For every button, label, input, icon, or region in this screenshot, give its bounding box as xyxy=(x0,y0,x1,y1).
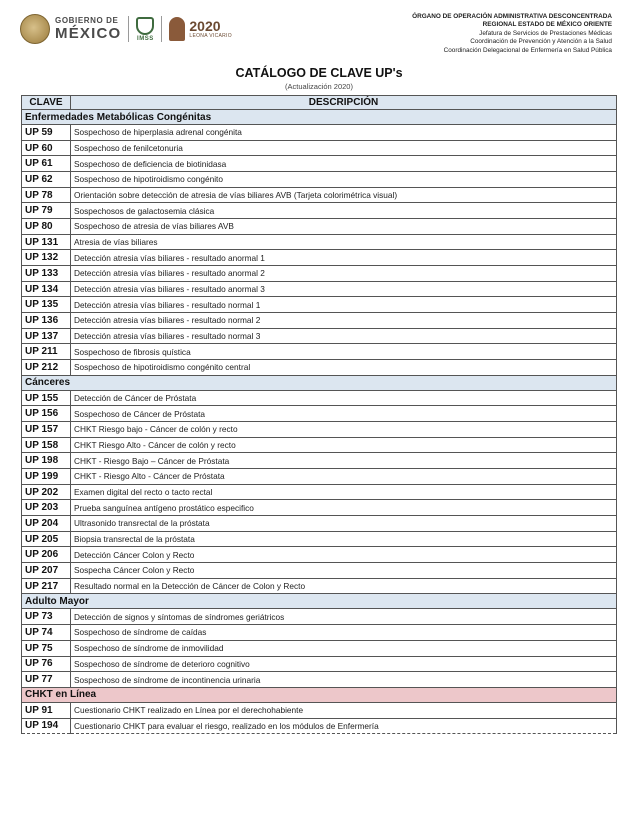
table-row xyxy=(22,172,617,188)
descripcion-cell: Detección atresia vías biliares - resultado anormal 3 xyxy=(71,281,617,297)
table-row xyxy=(22,266,617,282)
descripcion-cell: Sospechoso de hipotiroidismo congénito xyxy=(71,172,617,188)
logo-divider xyxy=(161,16,162,42)
year-label: 2020 xyxy=(189,18,221,34)
section-title: Cánceres xyxy=(22,375,617,390)
column-header-clave: CLAVE xyxy=(22,96,71,110)
clave-cell: UP 199 xyxy=(22,469,71,485)
table-row xyxy=(22,313,617,329)
descripcion-cell: Sospechosos de galactosemia clásica xyxy=(71,203,617,219)
table-row xyxy=(22,625,617,641)
table-row xyxy=(22,297,617,313)
clave-cell: UP 60 xyxy=(22,140,71,156)
clave-cell: UP 194 xyxy=(22,718,71,734)
descripcion-cell: Sospechoso de Cáncer de Próstata xyxy=(71,406,617,422)
gob-logo-line2: MÉXICO xyxy=(55,25,122,42)
clave-cell: UP 157 xyxy=(22,422,71,438)
clave-cell: UP 76 xyxy=(22,656,71,672)
clave-cell: UP 62 xyxy=(22,172,71,188)
table-row xyxy=(22,609,617,625)
descripcion-cell: Detección atresia vías biliares - resultado anormal 2 xyxy=(71,266,617,282)
table-row xyxy=(22,516,617,532)
clave-cell: UP 212 xyxy=(22,360,71,376)
descripcion-cell: Examen digital del recto o tacto rectal xyxy=(71,484,617,500)
descripcion-cell: Sospechoso de síndrome de deterioro cognitivo xyxy=(71,656,617,672)
imss-logo xyxy=(136,17,154,42)
clave-cell: UP 73 xyxy=(22,609,71,625)
section-title: CHKT en Línea xyxy=(22,687,617,702)
clave-cell: UP 155 xyxy=(22,390,71,406)
table-row xyxy=(22,469,617,485)
table-row xyxy=(22,578,617,594)
descripcion-cell: Sospechoso de síndrome de inmovilidad xyxy=(71,640,617,656)
descripcion-cell: Detección atresia vías biliares - resultado anormal 1 xyxy=(71,250,617,266)
section-title: Enfermedades Metabólicas Congénitas xyxy=(22,110,617,125)
table-row xyxy=(22,484,617,500)
table-row xyxy=(22,219,617,235)
organization-block xyxy=(412,13,612,55)
catalog-body xyxy=(22,110,617,734)
clave-cell: UP 205 xyxy=(22,531,71,547)
gobierno-de-mexico-logo xyxy=(55,17,121,41)
clave-cell: UP 207 xyxy=(22,563,71,579)
section-title: Adulto Mayor xyxy=(22,594,617,609)
descripcion-cell: CHKT - Riesgo Bajo – Cáncer de Próstata xyxy=(71,453,617,469)
clave-cell: UP 59 xyxy=(22,125,71,141)
catalog-table xyxy=(21,95,617,734)
org-line: ÓRGANO DE OPERACIÓN ADMINISTRATIVA DESCONCENTRADA xyxy=(412,13,612,20)
gob-logo-line1: GOBIERNO DE xyxy=(55,16,119,25)
descripcion-cell: Orientación sobre detección de atresia de vías biliares AVB (Tarjeta colorimétrica visual) xyxy=(71,187,617,203)
clave-cell: UP 158 xyxy=(22,437,71,453)
page-subtitle: (Actualización 2020) xyxy=(285,82,353,91)
descripcion-cell: Sospechoso de síndrome de caídas xyxy=(71,625,617,641)
descripcion-cell: Sospechoso de deficiencia de biotinidasa xyxy=(71,156,617,172)
table-row xyxy=(22,563,617,579)
clave-cell: UP 78 xyxy=(22,187,71,203)
table-row xyxy=(22,718,617,734)
descripcion-cell: Sospechoso de fibrosis quística xyxy=(71,344,617,360)
descripcion-cell: Biopsia transrectal de la próstata xyxy=(71,531,617,547)
clave-cell: UP 135 xyxy=(22,297,71,313)
section-header-row xyxy=(22,110,617,125)
table-row xyxy=(22,640,617,656)
clave-cell: UP 131 xyxy=(22,234,71,250)
logo-group xyxy=(20,14,232,44)
table-row xyxy=(22,547,617,563)
descripcion-cell: Detección atresia vías biliares - resultado normal 1 xyxy=(71,297,617,313)
org-line: Coordinación Delegacional de Enfermería en Salud Pública xyxy=(443,46,612,54)
logo-divider xyxy=(128,16,129,42)
descripcion-cell: Detección de signos y síntomas de síndromes geriátricos xyxy=(71,609,617,625)
table-row xyxy=(22,406,617,422)
org-line: Jefatura de Servicios de Prestaciones Médicas xyxy=(479,29,612,37)
table-row xyxy=(22,422,617,438)
descripcion-cell: Resultado normal en la Detección de Cáncer de Colon y Recto xyxy=(71,578,617,594)
table-row xyxy=(22,125,617,141)
clave-cell: UP 77 xyxy=(22,672,71,688)
descripcion-cell: Ultrasonido transrectal de la próstata xyxy=(71,516,617,532)
table-row xyxy=(22,203,617,219)
descripcion-cell: CHKT Riesgo Alto - Cáncer de colón y recto xyxy=(71,437,617,453)
descripcion-cell: CHKT - Riesgo Alto - Cáncer de Próstata xyxy=(71,469,617,485)
org-line: REGIONAL ESTADO DE MÉXICO ORIENTE xyxy=(482,21,612,29)
org-line: Coordinación de Prevención y Atención a la Salud xyxy=(470,38,612,46)
imss-emblem-icon xyxy=(136,17,154,35)
descripcion-cell: Cuestionario CHKT para evaluar el riesgo, realizado en los módulos de Enfermería xyxy=(71,718,617,734)
descripcion-cell: Sospecha Cáncer Colon y Recto xyxy=(71,563,617,579)
clave-cell: UP 206 xyxy=(22,547,71,563)
clave-cell: UP 137 xyxy=(22,328,71,344)
section-header-row xyxy=(22,687,617,702)
table-row xyxy=(22,140,617,156)
descripcion-cell: Sospechoso de síndrome de incontinencia urinaria xyxy=(71,672,617,688)
descripcion-cell: Sospechoso de hiperplasia adrenal congénita xyxy=(71,125,617,141)
clave-cell: UP 204 xyxy=(22,516,71,532)
table-row xyxy=(22,187,617,203)
clave-cell: UP 74 xyxy=(22,625,71,641)
descripcion-cell: Detección Cáncer Colon y Recto xyxy=(71,547,617,563)
column-header-descripcion: DESCRIPCIÓN xyxy=(71,96,617,110)
clave-cell: UP 202 xyxy=(22,484,71,500)
clave-cell: UP 203 xyxy=(22,500,71,516)
table-header-row xyxy=(22,96,617,110)
table-row xyxy=(22,672,617,688)
table-row xyxy=(22,531,617,547)
table-row xyxy=(22,656,617,672)
descripcion-cell: Detección atresia vías biliares - resultado normal 2 xyxy=(71,313,617,329)
year-subtitle: LEONA VICARIO xyxy=(189,33,232,39)
table-row xyxy=(22,360,617,376)
clave-cell: UP 61 xyxy=(22,156,71,172)
table-row xyxy=(22,328,617,344)
clave-cell: UP 211 xyxy=(22,344,71,360)
section-header-row xyxy=(22,594,617,609)
descripcion-cell: Detección atresia vías biliares - resultado normal 3 xyxy=(71,328,617,344)
mexico-seal-icon xyxy=(20,14,50,44)
clave-cell: UP 91 xyxy=(22,702,71,718)
table-row xyxy=(22,702,617,718)
clave-cell: UP 156 xyxy=(22,406,71,422)
section-header-row xyxy=(22,375,617,390)
table-row xyxy=(22,344,617,360)
page-title: CATÁLOGO DE CLAVE UP's xyxy=(235,66,403,80)
descripcion-cell: CHKT Riesgo bajo - Cáncer de colón y recto xyxy=(71,422,617,438)
descripcion-cell: Prueba sanguínea antígeno prostático especifico xyxy=(71,500,617,516)
descripcion-cell: Sospechoso de hipotiroidismo congénito central xyxy=(71,360,617,376)
clave-cell: UP 132 xyxy=(22,250,71,266)
descripcion-cell: Sospechoso de atresia de vías biliares AVB xyxy=(71,219,617,235)
table-row xyxy=(22,281,617,297)
clave-cell: UP 133 xyxy=(22,266,71,282)
leona-vicario-portrait-icon xyxy=(169,17,185,41)
table-row xyxy=(22,250,617,266)
table-row xyxy=(22,500,617,516)
descripcion-cell: Cuestionario CHKT realizado en Línea por el derechohabiente xyxy=(71,702,617,718)
clave-cell: UP 134 xyxy=(22,281,71,297)
year-2020-logo xyxy=(169,17,232,41)
descripcion-cell: Detección de Cáncer de Próstata xyxy=(71,390,617,406)
clave-cell: UP 80 xyxy=(22,219,71,235)
table-row xyxy=(22,437,617,453)
clave-cell: UP 217 xyxy=(22,578,71,594)
table-row xyxy=(22,390,617,406)
descripcion-cell: Atresia de vías biliares xyxy=(71,234,617,250)
imss-label: IMSS xyxy=(137,35,154,42)
table-row xyxy=(22,234,617,250)
descripcion-cell: Sospechoso de fenilcetonuria xyxy=(71,140,617,156)
clave-cell: UP 198 xyxy=(22,453,71,469)
table-row xyxy=(22,156,617,172)
table-row xyxy=(22,453,617,469)
clave-cell: UP 75 xyxy=(22,640,71,656)
clave-cell: UP 136 xyxy=(22,313,71,329)
clave-cell: UP 79 xyxy=(22,203,71,219)
document-header xyxy=(0,0,638,56)
